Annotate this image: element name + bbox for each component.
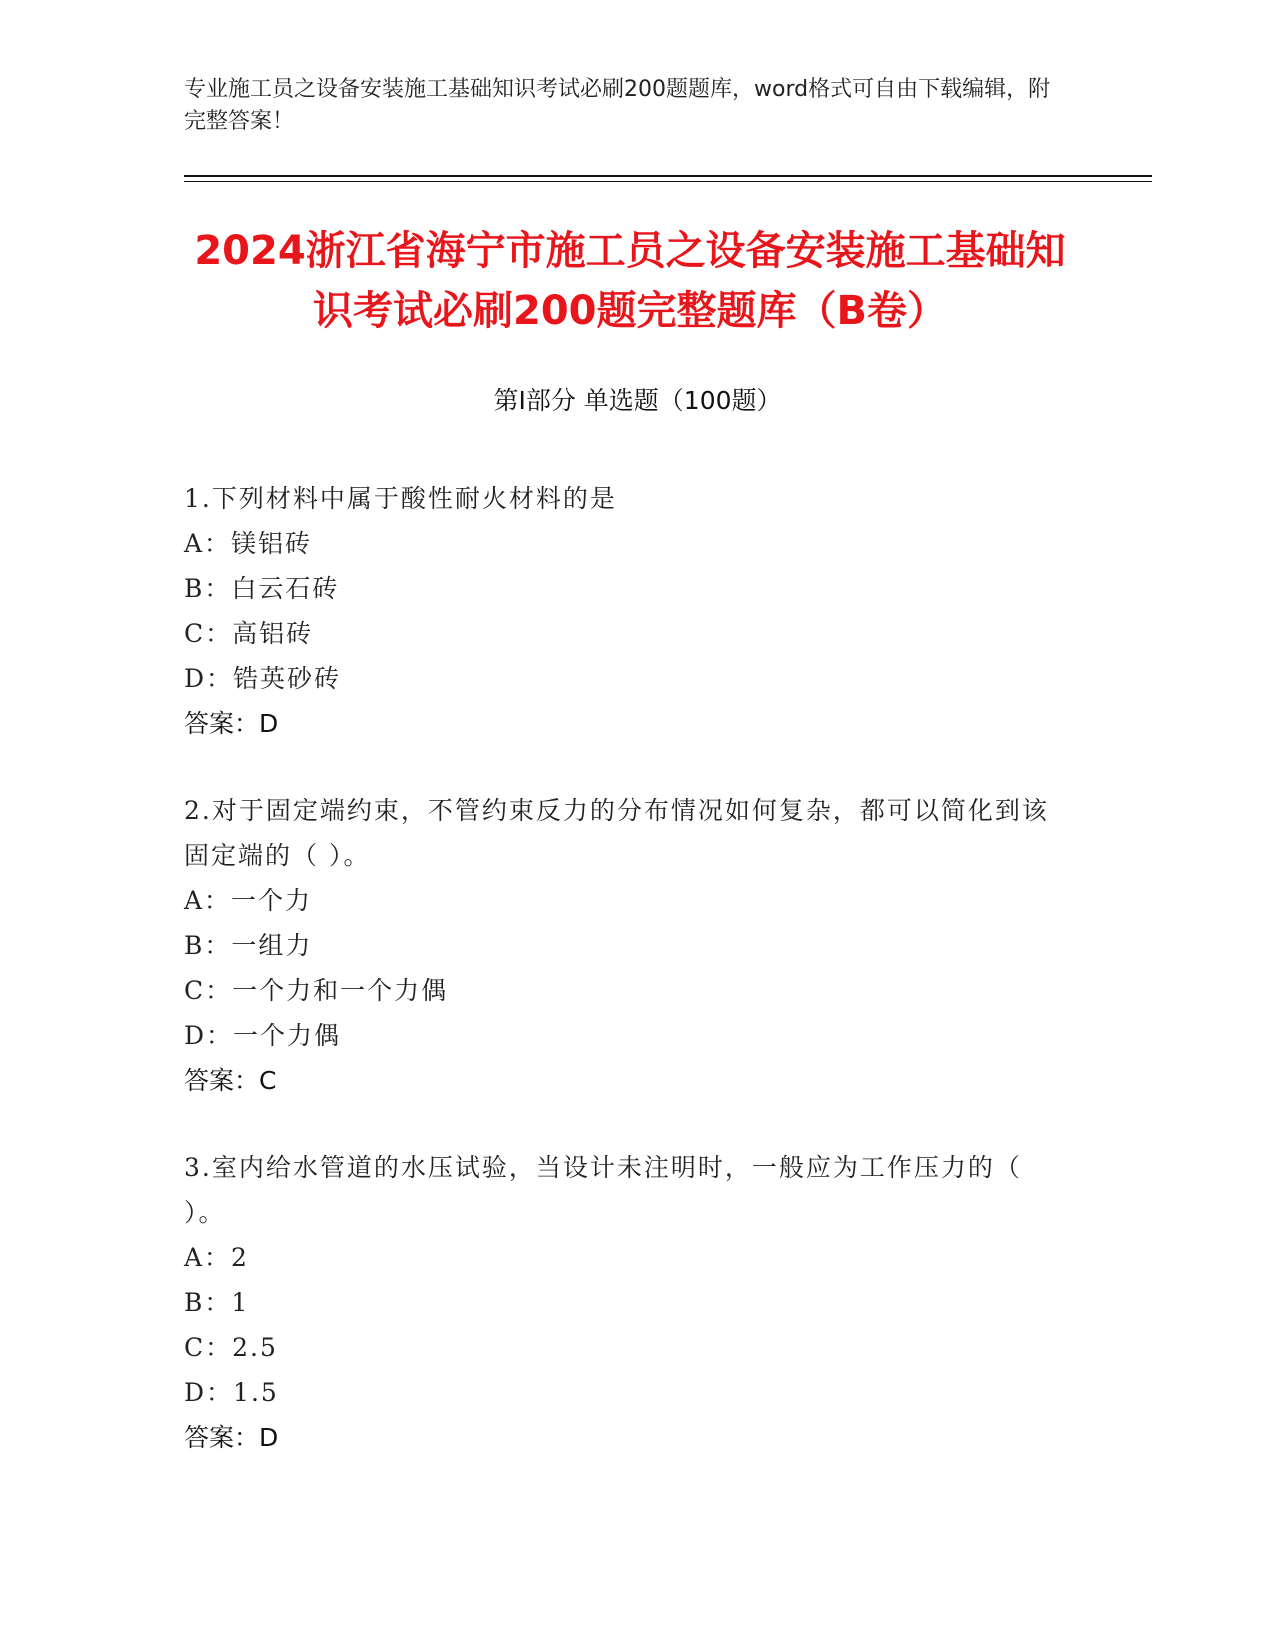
- question-stem: 3.室内给水管道的水压试验，当设计未注明时，一般应为工作压力的（ ）。: [184, 1153, 1022, 1227]
- question-list: [184, 476, 1064, 1502]
- answer-value: D: [259, 1423, 279, 1452]
- option-a: A：镁铝砖: [184, 529, 313, 558]
- answer-line: [184, 1058, 1064, 1103]
- option-d: D：一个力偶: [184, 1021, 342, 1050]
- answer-line: [184, 1415, 1064, 1460]
- option-d: D：1.5: [184, 1378, 279, 1407]
- question-item: [184, 1145, 1064, 1460]
- header-divider-thin: [184, 181, 1152, 182]
- option-d: D：锆英砂砖: [184, 664, 342, 693]
- document-title: 2024浙江省海宁市施工员之设备安装施工基础知识考试必刷200题完整题库（B卷）: [194, 228, 1066, 334]
- answer-label: 答案：: [184, 709, 260, 738]
- header-divider-thick: [184, 175, 1152, 177]
- option-a: A：一个力: [184, 886, 313, 915]
- answer-line: [184, 701, 1064, 746]
- question-stem: 2.对于固定端约束，不管约束反力的分布情况如何复杂，都可以简化到该固定端的（ ）。: [184, 796, 1049, 870]
- option-b: B：白云石砖: [184, 574, 340, 603]
- question-item: [184, 476, 1064, 746]
- option-b: B：1: [184, 1288, 250, 1317]
- header-note: 专业施工员之设备安装施工基础知识考试必刷200题题库，word格式可自由下载编辑，附完整答案！: [184, 77, 1051, 134]
- question-stem: 1.下列材料中属于酸性耐火材料的是: [184, 484, 617, 513]
- answer-label: 答案：: [184, 1066, 260, 1095]
- answer-value: C: [259, 1066, 277, 1095]
- option-b: B：一组力: [184, 931, 313, 960]
- option-c: C：一个力和一个力偶: [184, 976, 449, 1005]
- answer-label: 答案：: [184, 1423, 260, 1452]
- section-heading: 第Ⅰ部分 单选题（100题）: [493, 386, 782, 415]
- option-c: C：2.5: [184, 1333, 278, 1362]
- option-a: A：2: [184, 1243, 249, 1272]
- question-item: [184, 788, 1064, 1103]
- answer-value: D: [259, 709, 279, 738]
- option-c: C：高铝砖: [184, 619, 314, 648]
